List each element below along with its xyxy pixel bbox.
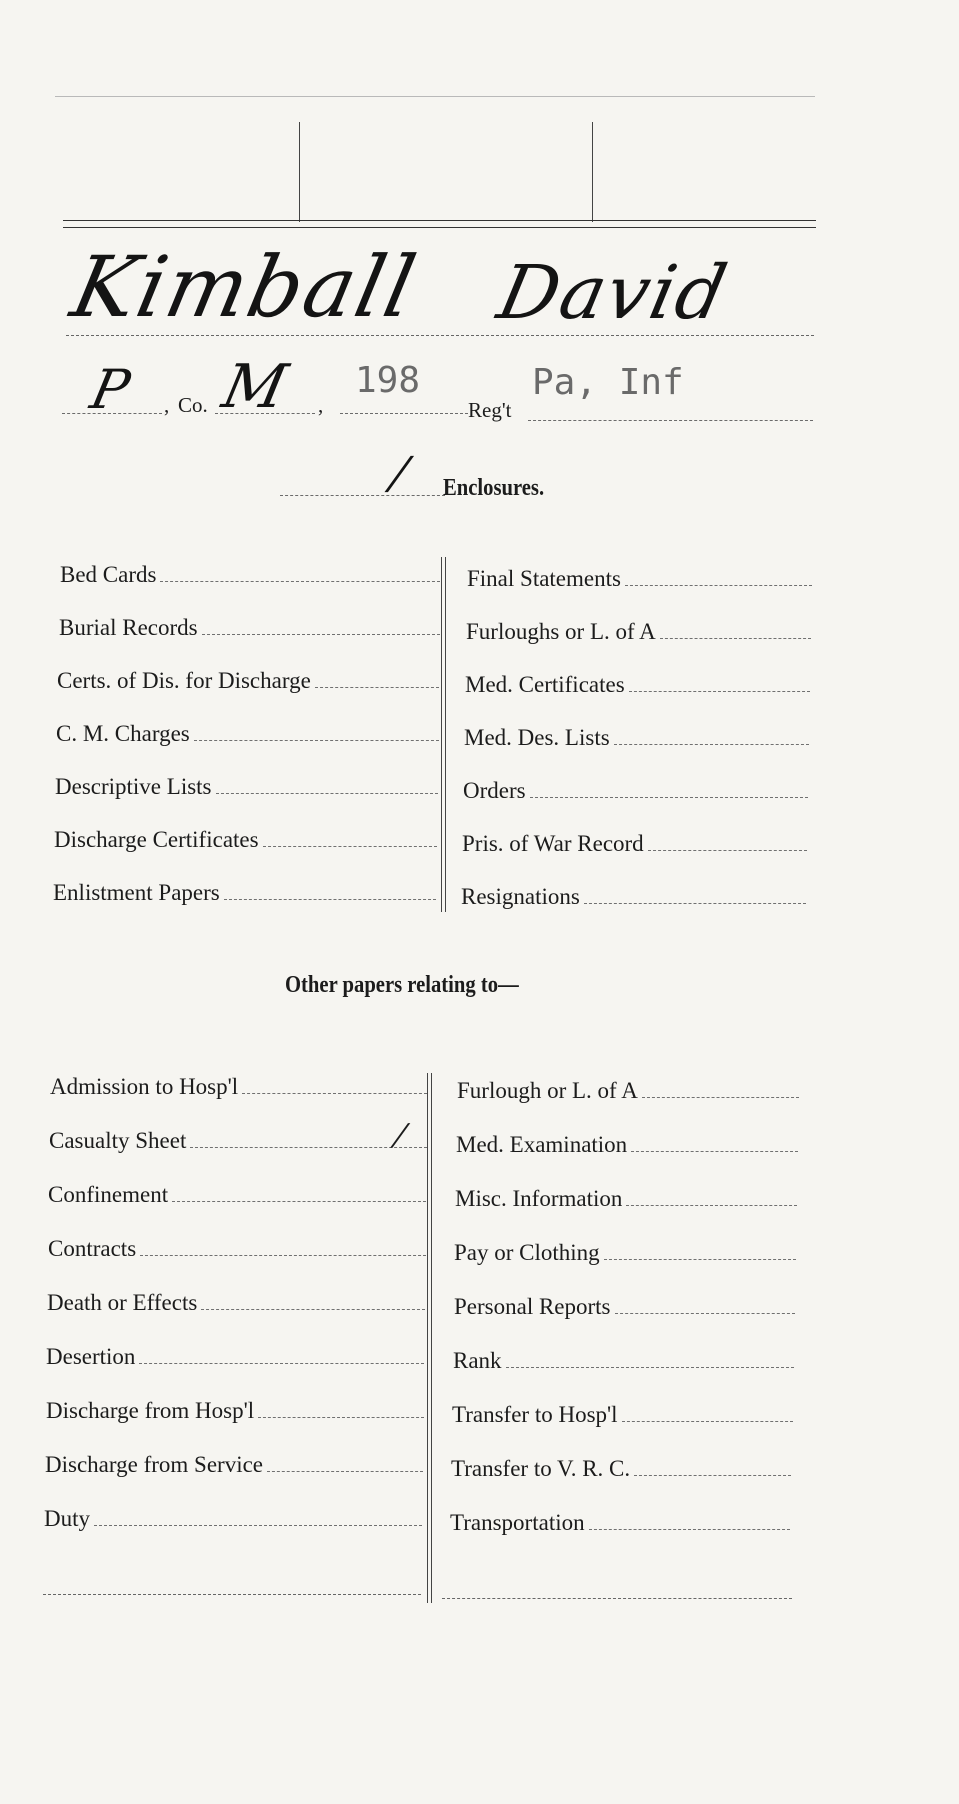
list-item: Certs. of Dis. for Discharge [57, 658, 439, 694]
list-item: Contracts [48, 1226, 426, 1262]
list-item: Transfer to V. R. C. [451, 1446, 791, 1482]
top-thin-rule [55, 96, 815, 97]
list-item: Transportation [450, 1500, 790, 1536]
enclosures-count-line [280, 495, 445, 496]
rank-handwritten: P [85, 358, 136, 421]
list-item: Med. Certificates [465, 662, 810, 698]
list-item: Casualty Sheet / [49, 1118, 427, 1154]
regiment-number-line [340, 413, 468, 414]
list-item: Orders [463, 768, 808, 804]
list-item: C. M. Charges [56, 711, 439, 747]
list-item: Bed Cards [60, 552, 440, 588]
given-name-handwritten: David [490, 250, 736, 336]
top-vertical-rule-left [299, 122, 300, 222]
list-item: Discharge from Service [45, 1442, 423, 1478]
other-papers-column-divider [427, 1073, 432, 1603]
list-item: Furloughs or L. of A [466, 609, 811, 645]
list-item: Descriptive Lists [55, 764, 438, 800]
regiment-state-stamp: Pa, Inf [532, 362, 684, 403]
list-item: Death or Effects [47, 1280, 425, 1316]
list-item: Personal Reports [454, 1284, 795, 1320]
surname-handwritten: Kimball [63, 238, 426, 336]
list-item: Transfer to Hosp'l [452, 1392, 793, 1428]
list-item: Duty [44, 1496, 422, 1532]
regiment-number-stamp: 198 [355, 360, 421, 401]
list-item: Discharge Certificates [54, 817, 437, 853]
blank-line-right [442, 1598, 792, 1599]
list-item: Furlough or L. of A [457, 1068, 799, 1104]
list-item: Misc. Information [455, 1176, 797, 1212]
top-double-rule [63, 220, 816, 228]
company-handwritten: M [216, 352, 293, 422]
blank-line-left [43, 1594, 421, 1595]
company-label: Co. [178, 393, 208, 417]
name-line [66, 335, 814, 336]
list-item: Burial Records [59, 605, 440, 641]
list-item: Resignations [461, 874, 806, 910]
regiment-label: Reg't [468, 398, 512, 422]
list-item: Enlistment Papers [53, 870, 436, 906]
enclosures-count-handwritten: / [386, 448, 413, 499]
list-item: Admission to Hosp'l [50, 1064, 427, 1100]
list-item: Rank [453, 1338, 794, 1374]
list-item: Pris. of War Record [462, 821, 807, 857]
list-item: Pay or Clothing [454, 1230, 796, 1266]
record-card: Kimball David P , Co. M , 198 Reg't Pa, Inf / Enclosures. Bed Cards Burial Records Certs. of Dis. for Discharge C. M. Charges Descriptive Lists Discharge Certificates Enlistment Papers Final Statements Furloughs or L. of A Med. Certificates Med. Des. Lists Orders Pris. of War Record Resignations Other papers relating to— Admission to Hosp'l Casualty Sheet / Confinement Contracts Death or Effects Desertion Discharge from Hosp'l Discharge from Service Duty Furlough or L. of A Med. Examination Misc. Information Pay or Clothing Personal Reports Rank Transfer to Hosp'l Transfer to V. R. C. Transportation [0, 0, 959, 1804]
list-item: Desertion [46, 1334, 424, 1370]
list-item: Final Statements [467, 556, 812, 592]
other-papers-heading: Other papers relating to— [285, 972, 519, 998]
regiment-state-line [528, 420, 813, 421]
list-item: Confinement [48, 1172, 426, 1208]
list-item: Med. Examination [456, 1122, 798, 1158]
top-vertical-rule-right [592, 122, 593, 222]
list-item: Med. Des. Lists [464, 715, 809, 751]
enclosures-heading: Enclosures. [443, 475, 545, 501]
enclosures-column-divider [441, 557, 446, 912]
list-item: Discharge from Hosp'l [46, 1388, 424, 1424]
